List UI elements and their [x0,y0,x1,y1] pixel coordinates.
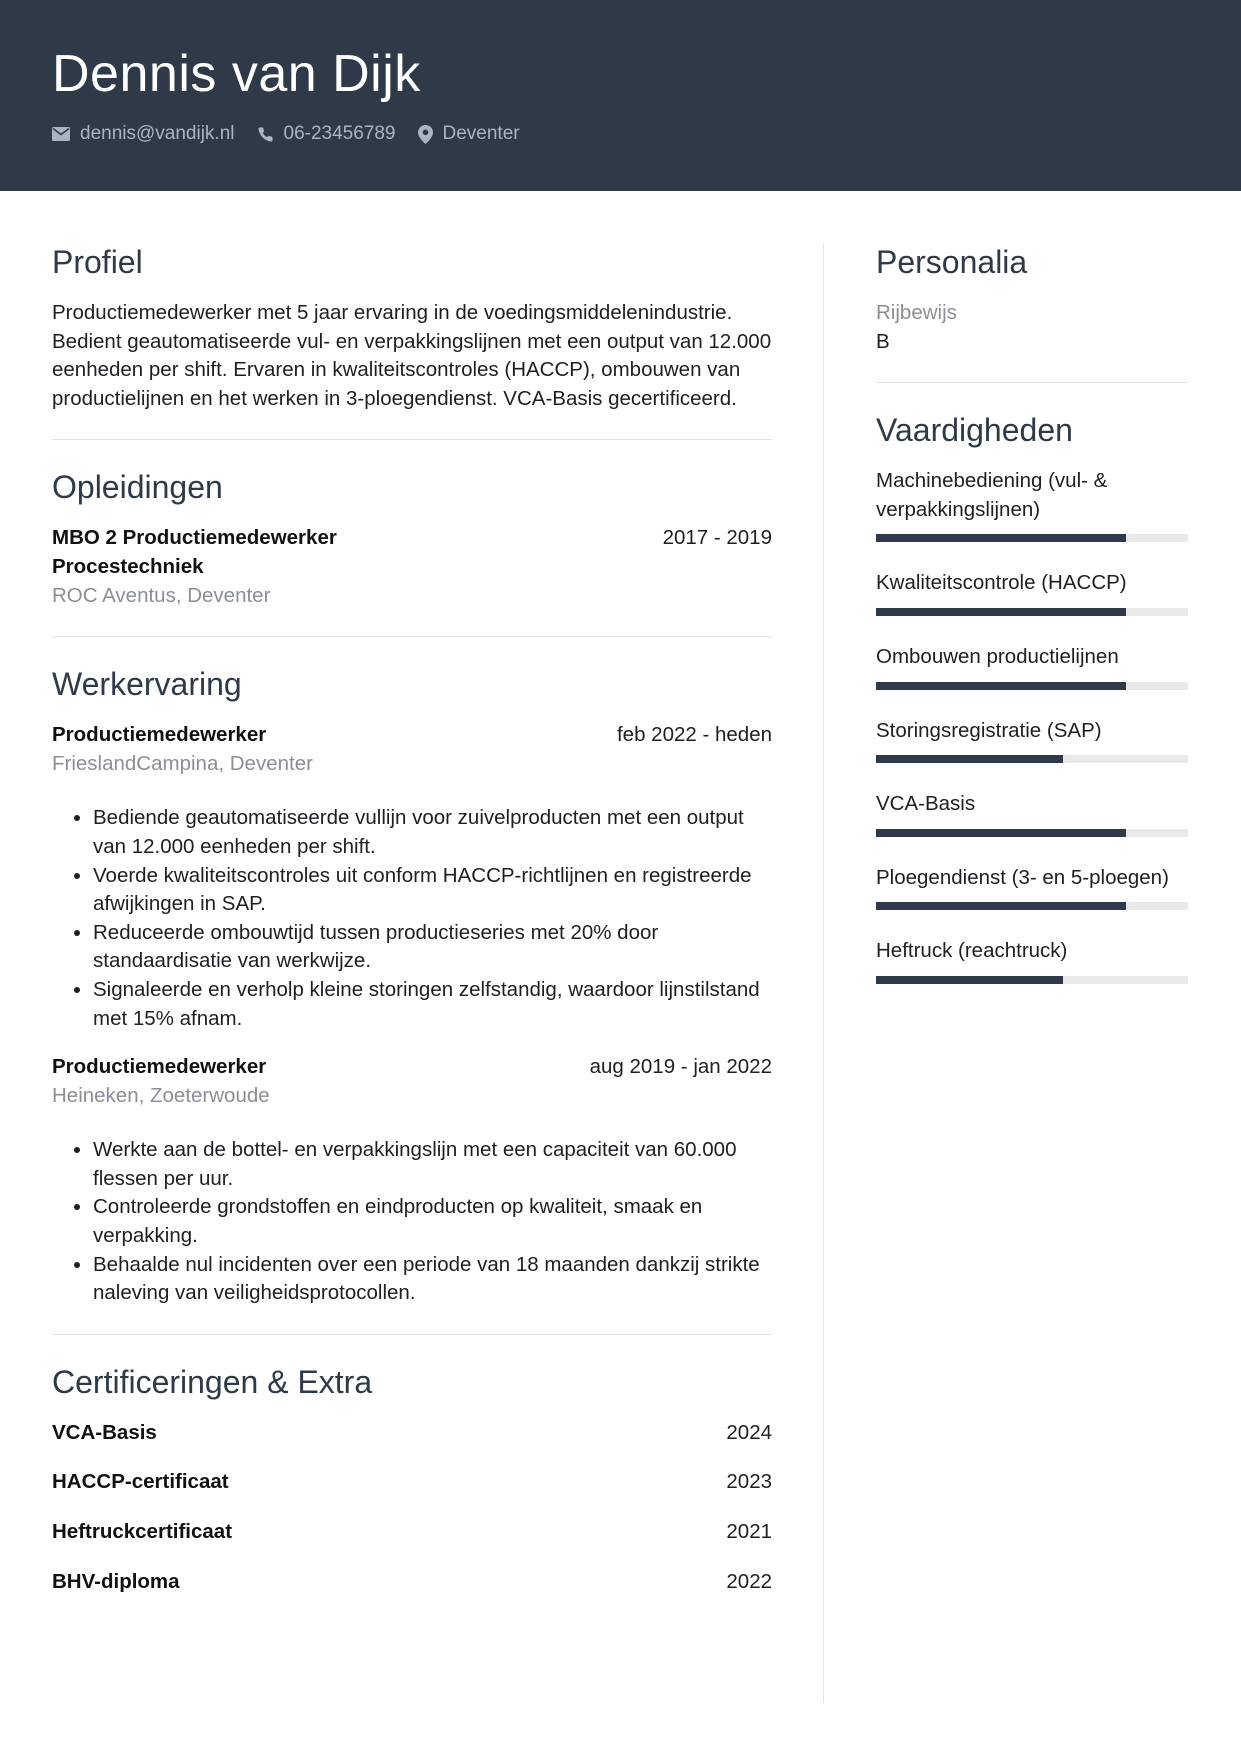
skill-bar [876,608,1188,616]
sidebar-column [876,243,1188,1011]
job-bullet: • Controleerde grondstoffen en eindproducten op kwaliteit, smaak en verpakking. [93,1193,772,1250]
skill-name: Storingsregistratie (SAP) [876,718,1102,742]
column-divider [823,243,824,1703]
education-school: ROC Aventus, Deventer [52,583,271,607]
location-text: Deventer [442,123,520,144]
certifications-section [52,1363,772,1596]
section-divider [52,636,772,637]
drivers-license-label: Rijbewijs [876,301,957,324]
skill-bar [876,755,1188,763]
section-title-skills: Vaardigheden [876,412,1073,449]
map-pin-icon [418,125,433,144]
cert-year: 2022 [726,1569,772,1593]
education-entry [52,524,772,610]
skill-item [876,717,1188,764]
skill-bar [876,902,1188,910]
email-text: dennis@vandijk.nl [80,123,235,144]
cert-row [52,1419,772,1448]
contact-email[interactable] [52,123,235,145]
skill-name: Ombouwen productielijnen [876,644,1119,668]
education-degree: MBO 2 Productiemedewerker Procestechniek [52,526,337,578]
cert-name: BHV-diploma [52,1569,180,1593]
job-role: Productiemedewerker [52,723,267,747]
contact-phone[interactable] [257,123,396,145]
skill-name: Kwaliteitscontrole (HACCP) [876,571,1127,595]
skill-bar [876,682,1188,690]
job-bullets [93,1136,772,1308]
skill-bar-fill [876,608,1126,616]
candidate-name: Dennis van Dijk [52,45,421,103]
job-bullet: • Behaalde nul incidenten over een periode van 18 maanden dankzij strikte naleving van veiligheidsprotocollen. [93,1251,772,1308]
skill-bar [876,829,1188,837]
cert-name: VCA-Basis [52,1420,157,1444]
skills-list [876,467,1188,984]
job-bullet: • Signaleerde en verholp kleine storingen zelfstandig, waardoor lijnstilstand met 15% afnam. [93,976,772,1033]
cert-row [52,1518,772,1547]
skill-item [876,643,1188,690]
contact-location [418,123,520,145]
section-divider [52,439,772,440]
job-dates: feb 2022 - heden [616,723,772,747]
skill-bar-fill [876,682,1126,690]
cert-name: HACCP-certificaat [52,1470,229,1494]
skill-item [876,864,1188,911]
drivers-license-value: B [876,329,890,353]
skill-bar-fill [876,534,1126,542]
section-title-certifications: Certificeringen & Extra [52,1363,373,1400]
main-column [52,243,772,1617]
header-banner [0,0,1241,191]
job-bullet: • Bediende geautomatiseerde vullijn voor zuivelproducten met een output van 12.000 eenheden per shift. [93,804,772,861]
contact-row [52,123,542,145]
job-entry [52,1053,772,1308]
cert-row [52,1568,772,1597]
education-section [52,468,772,610]
section-divider [876,382,1188,383]
envelope-icon [52,127,70,141]
skill-name: Heftruck (reachtruck) [876,939,1068,963]
cert-name: Heftruckcertificaat [52,1520,233,1544]
skill-name: VCA-Basis [876,792,976,816]
section-title-education: Opleidingen [52,469,223,506]
job-bullets [93,804,772,1033]
phone-text: 06-23456789 [283,123,396,144]
skill-name: Ploegendienst (3- en 5-ploegen) [876,865,1169,889]
section-title-personal: Personalia [876,244,1028,280]
cert-year: 2024 [726,1420,772,1444]
cert-year: 2021 [726,1520,772,1544]
phone-icon [257,126,274,143]
skill-bar-fill [876,976,1063,984]
experience-section [52,665,772,1308]
job-company: Heineken, Zoeterwoude [52,1083,270,1107]
job-company: FrieslandCampina, Deventer [52,751,313,775]
skill-bar-fill [876,755,1063,763]
skills-section [876,411,1188,984]
job-bullet: • Voerde kwaliteitscontroles uit conform HACCP-richtlijnen en registreerde afwijkingen in SAP. [93,862,772,919]
skill-item [876,569,1188,616]
cert-row [52,1468,772,1497]
personal-section [876,243,1188,356]
education-dates: 2017 - 2019 [662,526,772,550]
cert-year: 2023 [726,1470,772,1494]
job-bullet: • Reduceerde ombouwtijd tussen productieseries met 20% door standaardisatie van werkwijze. [93,919,772,976]
skill-name: Machinebediening (vul- & verpakkingslijnen) [876,469,1108,521]
profile-summary: Productiemedewerker met 5 jaar ervaring in de voedingsmiddelenindustrie. Bedient geautomatiseerde vul- en verpakkingslijnen met een output van 12.000 eenheden per shift. Ervaren in kwaliteitscontroles (HACCP), ombouwen van productielijnen en het werken in 3-ploegendienst. VCA-Basis gecertificeerd. [52,301,772,410]
skill-item [876,790,1188,837]
skill-item [876,937,1188,984]
job-role: Productiemedewerker [52,1055,267,1079]
section-title-profile: Profiel [52,244,143,280]
section-divider [52,1334,772,1335]
profile-section [52,243,772,413]
skill-bar-fill [876,902,1126,910]
job-bullet: • Werkte aan de bottel- en verpakkingslijn met een capaciteit van 60.000 flessen per uur. [93,1136,772,1193]
skill-bar-fill [876,829,1126,837]
skill-item [876,467,1188,542]
skill-bar [876,976,1188,984]
skill-bar [876,534,1188,542]
section-title-experience: Werkervaring [52,666,242,703]
job-entry [52,721,772,1033]
job-dates: aug 2019 - jan 2022 [589,1055,772,1079]
